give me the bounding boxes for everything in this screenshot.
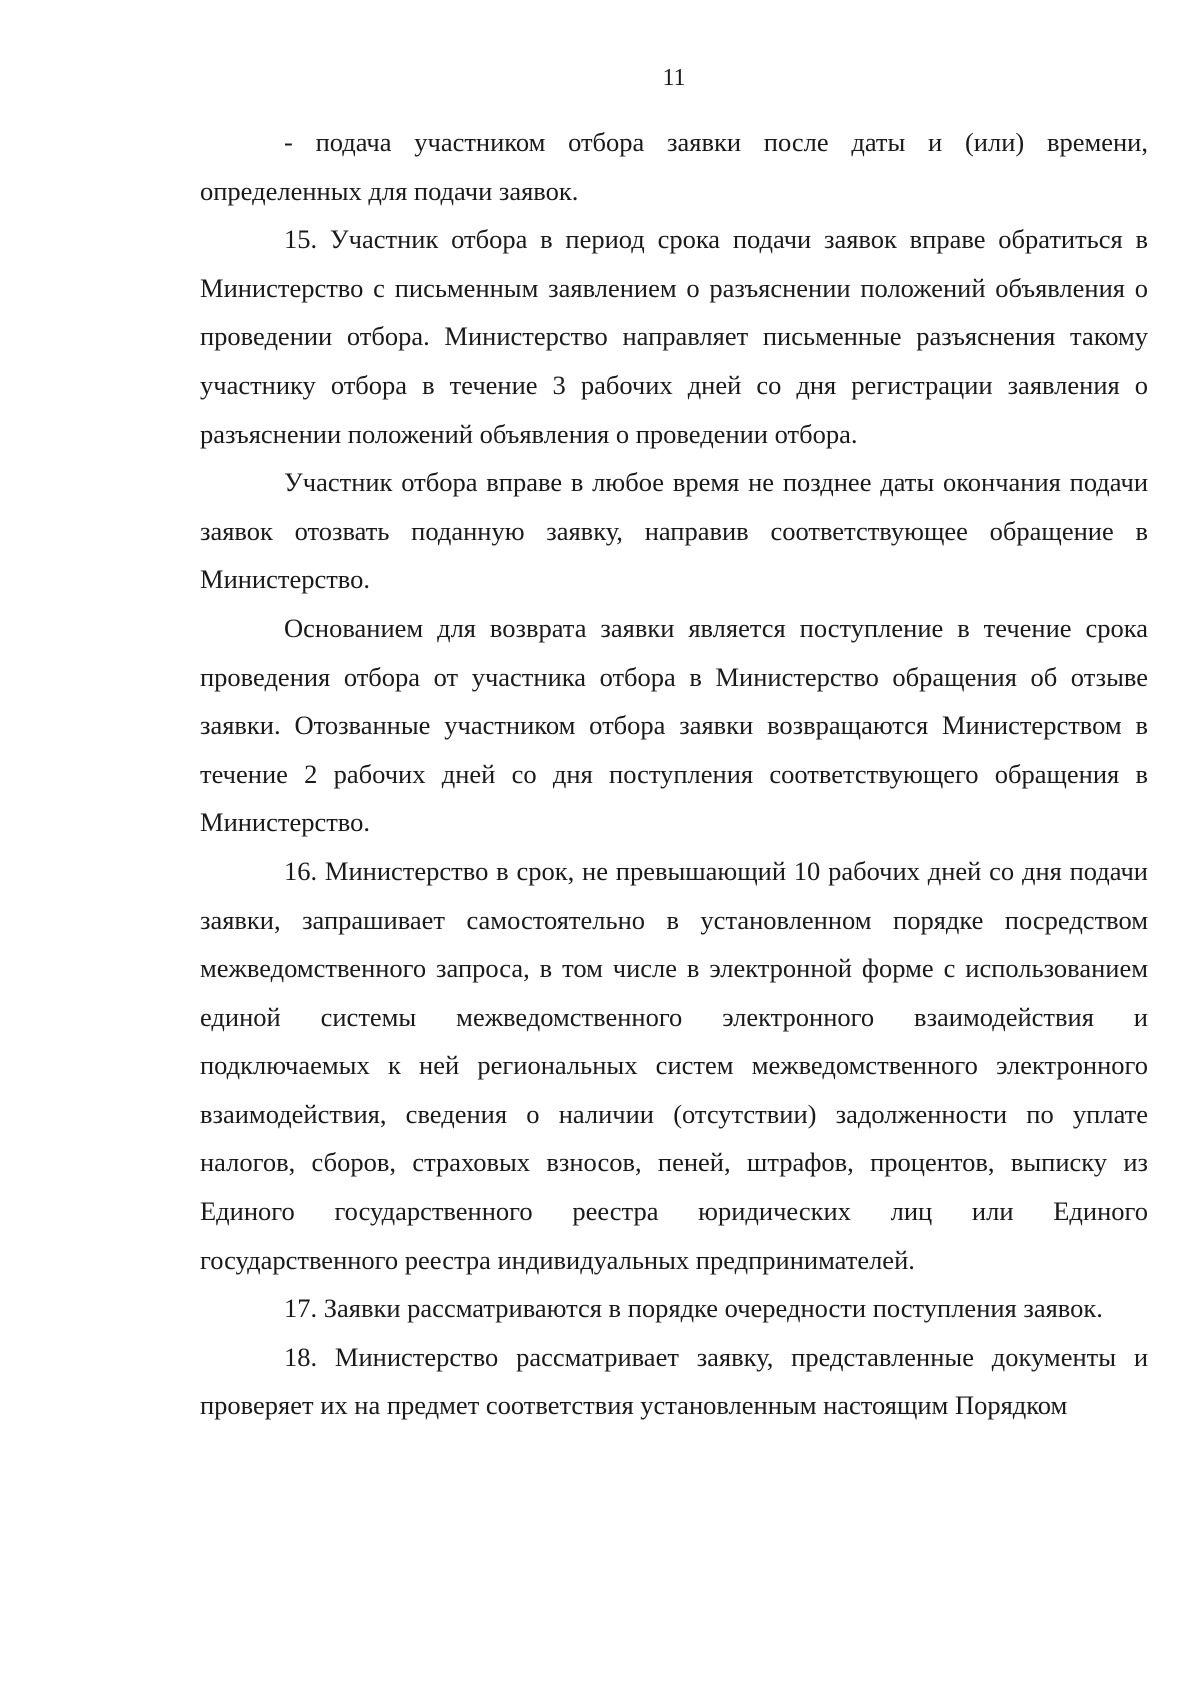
paragraph-15-clarification-request: 15. Участник отбора в период срока подачи заявок вправе обратиться в Министерство с письменным заявлением о разъяснении положений объявления о проведении отбора. Министерство направляет письменные разъяснения такому участнику отбора в течение 3 рабочих дней со дня регистрации заявления о разъяснении положений объявления о проведении отбора. [200,224,1148,449]
paragraph-16-interagency-request: 16. Министерство в срок, не превышающий 10 рабочих дней со дня подачи заявки, запрашивает самостоятельно в установленном порядке посредством межведомственного запроса, в том числе в электронной форме с использованием единой системы межведомственного электронного взаимодействия и подключаемых к ней региональных систем межведомственного электронного взаимодействия, сведения о наличии (отсутствии) задолженности по уплате налогов, сборов, страховых взносов, пеней, штрафов, процентов, выписку из Единого государственного реестра юридических лиц или Единого государственного реестра индивидуальных предпринимателей. [200,855,1148,1275]
document-body [200,118,1148,1430]
paragraph-return-of-application: Основанием для возврата заявки является поступление в течение срока проведения отбора от участника отбора в Министерство обращения об отзыве заявки. Отозванные участником отбора заявки возвращаются Министерством в течение 2 рабочих дней со дня поступления соответствующего обращения в Министерство. [200,612,1148,838]
paragraph-withdraw-application: Участник отбора вправе в любое время не позднее даты окончания подачи заявок отозвать поданную заявку, направив соответствующее обращение в Министерство. [200,467,1148,595]
paragraph-submission-after-deadline: - подача участником отбора заявки после даты и (или) времени, определенных для подачи заявок. [200,127,1148,206]
paragraph-17-order-of-review: 17. Заявки рассматриваются в порядке очередности поступления заявок. [284,1293,1103,1324]
paragraph-18-review-of-application: 18. Министерство рассматривает заявку, представленные документы и проверяет их на предмет соответствия установленным настоящим Порядком [200,1341,1148,1421]
page-number: 11 [662,65,686,91]
document-page [200,0,1148,1708]
